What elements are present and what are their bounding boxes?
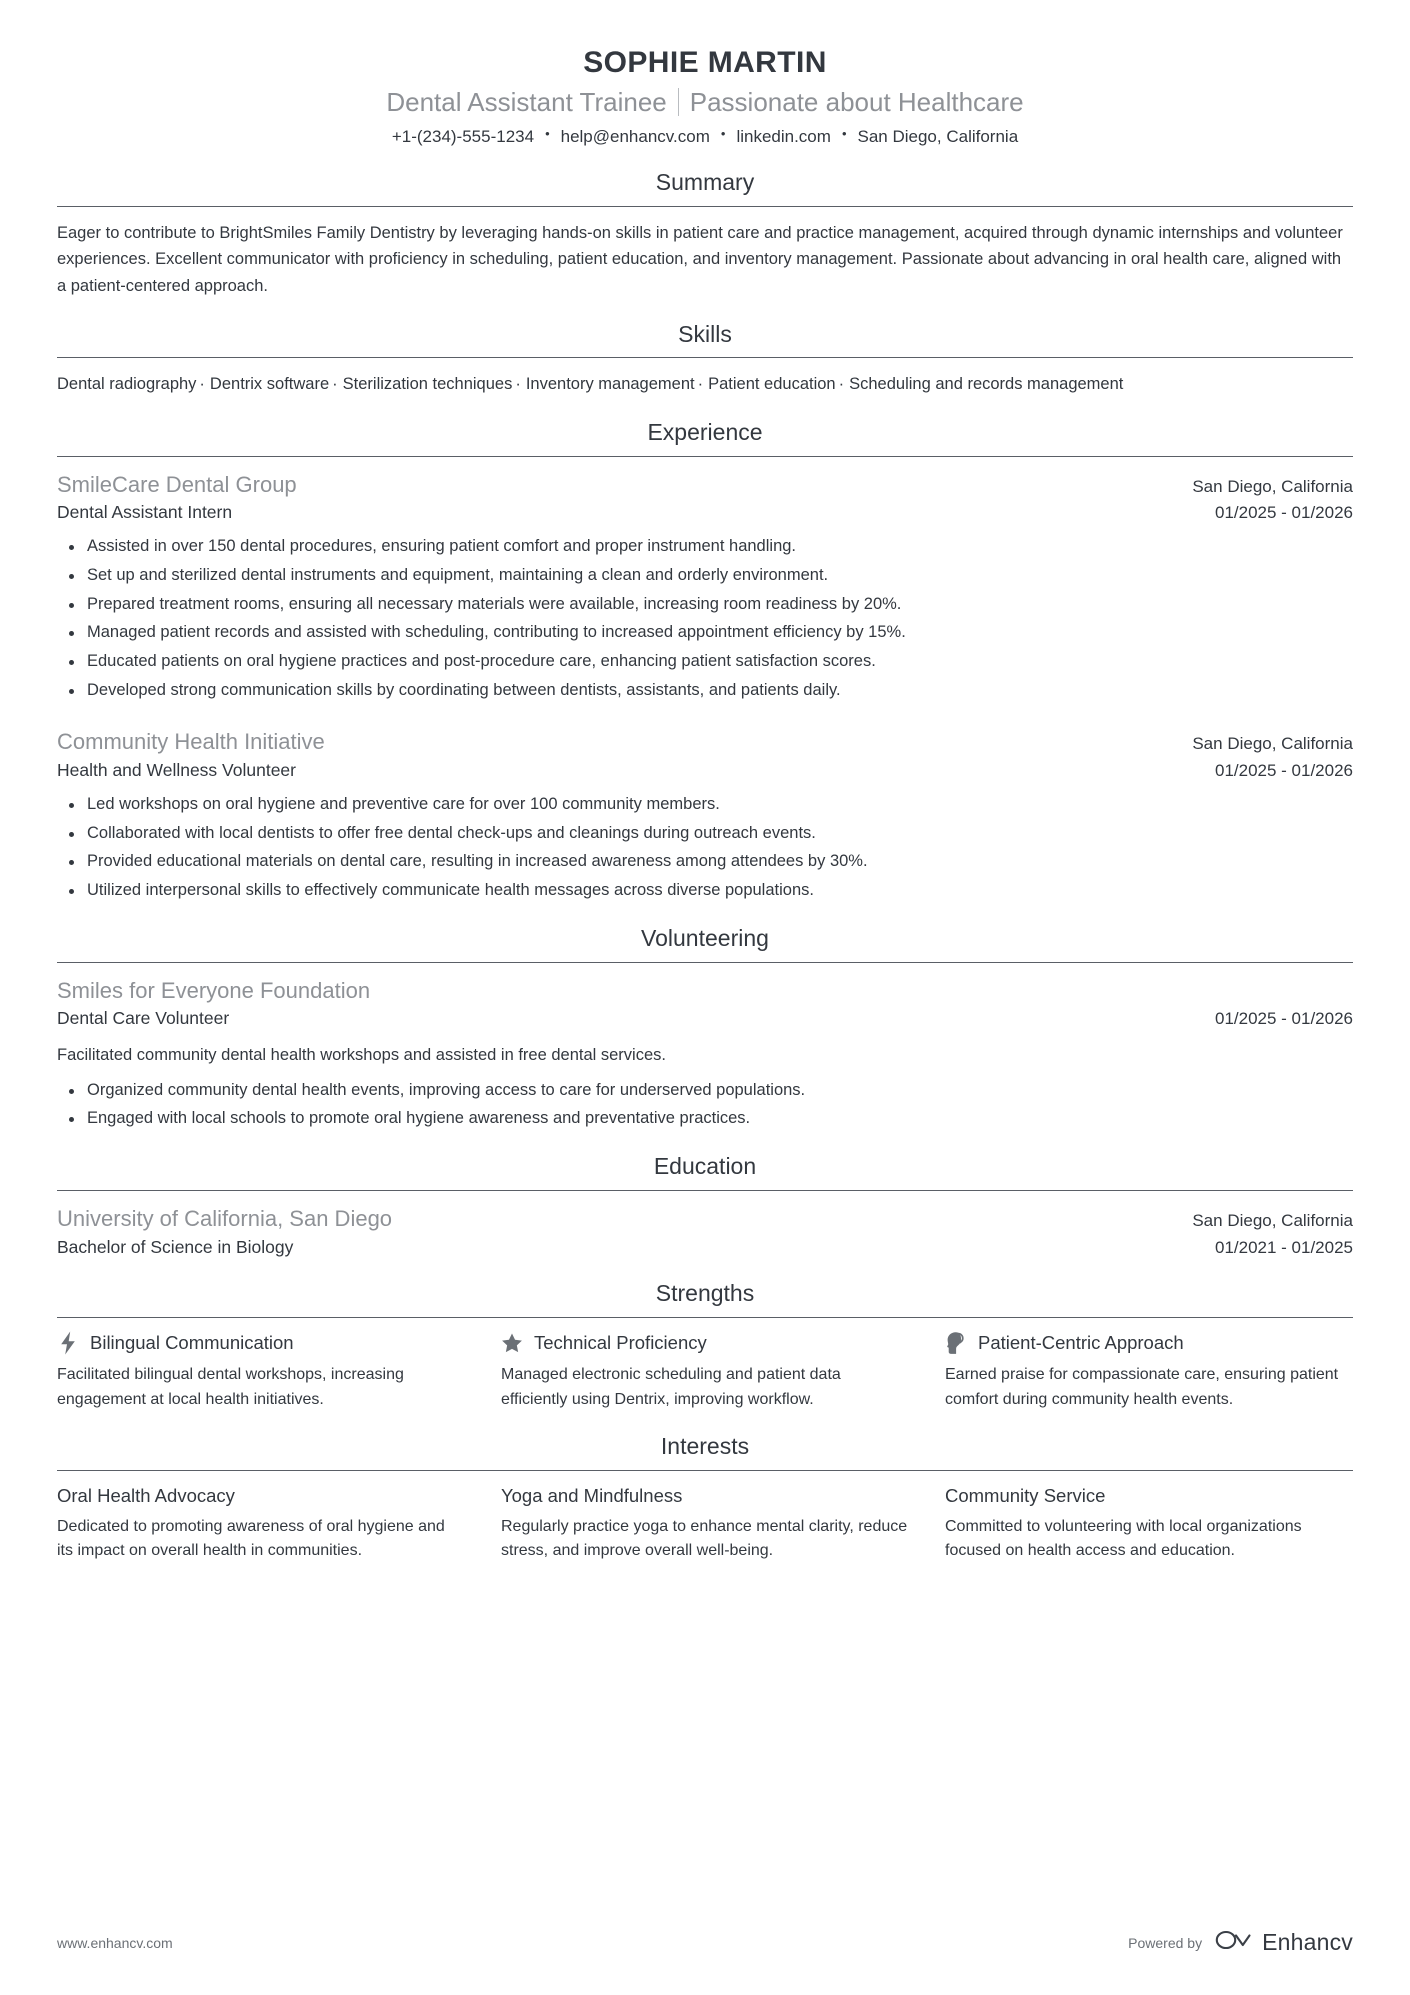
- enhancv-logo: [1215, 1928, 1353, 1957]
- strength-description: Managed electronic scheduling and patient data efficiently using Dentrix, improving workflow.: [501, 1366, 841, 1408]
- title-divider: [678, 88, 679, 116]
- interest-name: Community Service: [945, 1484, 1106, 1506]
- interest-name: Oral Health Advocacy: [57, 1484, 235, 1506]
- section-education: [57, 1152, 1353, 1259]
- skill-separator-icon: ·: [515, 375, 521, 394]
- page-footer: [57, 1928, 1353, 1957]
- entry-bullet: Educated patients on oral hygiene practices and post-procedure care, enhancing patient satisfaction scores.: [87, 649, 1353, 675]
- entry-subheader-row: [57, 1235, 1353, 1260]
- contact-row: [57, 126, 1353, 148]
- strength-item: [57, 1331, 465, 1412]
- entry-date-range: 01/2025 - 01/2026: [1214, 761, 1353, 781]
- section-experience: [57, 418, 1353, 904]
- skill-separator-icon: ·: [199, 375, 205, 394]
- skill-item: Scheduling and records management: [849, 375, 1124, 394]
- entry-bullet: Organized community dental health events, improving access to care for underserved populations.: [87, 1078, 1353, 1104]
- entry-location: San Diego, California: [1192, 734, 1353, 754]
- powered-by-label: Powered by: [1128, 1934, 1203, 1951]
- entry-date-range: 01/2021 - 01/2025: [1214, 1237, 1353, 1257]
- header-tagline: Passionate about Healthcare: [689, 86, 1024, 117]
- section-volunteering: [57, 924, 1353, 1132]
- entry-description: Facilitated community dental health workshops and assisted in free dental services.: [57, 1046, 666, 1065]
- entry-bullet-list: [57, 1078, 1353, 1132]
- interest-item: [501, 1484, 909, 1564]
- summary-text: Eager to contribute to BrightSmiles Family Dentistry by leveraging hands-on skills in patient care and practice management, acquired through dynamic internships and volunteer experiences. Excellent communicator with proficiency in scheduling, patient education, and inventory management. Passionate about advancing in oral health care, aligned with a patient-centered approach.: [57, 223, 1343, 295]
- contact-location: San Diego, California: [857, 126, 1019, 146]
- star-icon: [501, 1331, 523, 1355]
- skill-item: Patient education: [708, 375, 836, 394]
- experience-entry: [57, 1204, 1353, 1259]
- page-title: SOPHIE MARTIN: [583, 46, 827, 79]
- section-interests: [57, 1432, 1353, 1563]
- entry-role: Dental Care Volunteer: [57, 1008, 230, 1029]
- entry-subheader-row: [57, 500, 1353, 525]
- entry-bullet: Utilized interpersonal skills to effectively communicate health messages across diverse populations.: [87, 878, 1353, 904]
- interest-name: Yoga and Mindfulness: [501, 1484, 683, 1506]
- strengths-grid: [57, 1331, 1353, 1412]
- skill-separator-icon: ·: [697, 375, 704, 394]
- entry-header-row: [57, 976, 1353, 1006]
- skill-separator-icon: ·: [838, 375, 845, 394]
- strength-name: Bilingual Communication: [90, 1332, 294, 1354]
- entry-location: San Diego, California: [1192, 1210, 1353, 1230]
- interests-grid: [57, 1484, 1353, 1564]
- section-heading-education: Education: [653, 1153, 757, 1180]
- section-heading-summary: Summary: [655, 168, 755, 195]
- strength-item: [945, 1331, 1353, 1412]
- header-job-title: Dental Assistant Trainee: [386, 86, 667, 117]
- entry-subheader-row: [57, 758, 1353, 783]
- experience-entry: [57, 470, 1353, 704]
- strength-name: Technical Proficiency: [534, 1332, 707, 1354]
- entry-role: Bachelor of Science in Biology: [57, 1236, 294, 1257]
- entry-subheader-row: [57, 1006, 1353, 1031]
- contact-phone: +1-(234)-555-1234: [391, 126, 535, 146]
- entry-bullet: Collaborated with local dentists to offer free dental check-ups and cleanings during outreach events.: [87, 821, 1353, 847]
- entry-organization: SmileCare Dental Group: [57, 471, 297, 497]
- lightning-bolt-icon: [57, 1331, 79, 1355]
- entry-bullet: Set up and sterilized dental instruments and equipment, maintaining a clean and orderly environment.: [87, 563, 1353, 589]
- skill-item: Dentrix software: [209, 375, 330, 394]
- skill-item: Sterilization techniques: [342, 375, 513, 394]
- section-skills: [57, 320, 1353, 398]
- entry-bullet: Engaged with local schools to promote oral hygiene awareness and preventative practices.: [87, 1106, 1353, 1132]
- entry-bullet-list: [57, 792, 1353, 904]
- section-heading-skills: Skills: [678, 320, 732, 347]
- section-heading-strengths: Strengths: [655, 1280, 755, 1307]
- strength-item: [501, 1331, 909, 1412]
- resume-header: [57, 46, 1353, 148]
- section-strengths: [57, 1279, 1353, 1411]
- entry-bullet: Prepared treatment rooms, ensuring all necessary materials were available, increasing room readiness by 20%.: [87, 592, 1353, 618]
- strength-description: Earned praise for compassionate care, ensuring patient comfort during community health events.: [945, 1366, 1339, 1408]
- enhancv-wordmark: Enhancv: [1262, 1929, 1353, 1955]
- skills-list: [57, 371, 1147, 397]
- interest-description: Committed to volunteering with local organizations focused on health access and education.: [945, 1517, 1302, 1559]
- entry-bullet: Led workshops on oral hygiene and preventive care for over 100 community members.: [87, 792, 1353, 818]
- entry-header-row: [57, 727, 1353, 757]
- interest-description: Regularly practice yoga to enhance mental clarity, reduce stress, and improve overall well-being.: [501, 1517, 908, 1559]
- contact-email[interactable]: help@enhancv.com: [560, 126, 710, 146]
- entry-header-row: [57, 470, 1353, 500]
- entry-date-range: 01/2025 - 01/2026: [1214, 503, 1353, 523]
- contact-linkedin[interactable]: linkedin.com: [736, 126, 831, 146]
- experience-entry: [57, 976, 1353, 1133]
- entry-organization: University of California, San Diego: [57, 1205, 393, 1231]
- entry-location: San Diego, California: [1192, 476, 1353, 496]
- entry-header-row: [57, 1204, 1353, 1234]
- entry-bullet: Assisted in over 150 dental procedures, ensuring patient comfort and proper instrument handling.: [87, 534, 1353, 560]
- contact-separator-icon: •: [545, 126, 550, 142]
- strength-name: Patient-Centric Approach: [978, 1332, 1184, 1354]
- head-idea-icon: [945, 1331, 967, 1355]
- strength-description: Facilitated bilingual dental workshops, increasing engagement at local health initiatives.: [57, 1366, 404, 1408]
- strength-header: [945, 1331, 1353, 1355]
- skill-item: Inventory management: [525, 375, 695, 394]
- experience-entry: [57, 727, 1353, 903]
- header-subtitle: [57, 87, 1353, 118]
- entry-organization: Community Health Initiative: [57, 729, 325, 755]
- section-heading-volunteering: Volunteering: [641, 924, 769, 951]
- contact-separator-icon: •: [841, 126, 847, 142]
- entry-organization: Smiles for Everyone Foundation: [57, 977, 371, 1003]
- entry-bullet-list: [57, 534, 1353, 703]
- entry-spacer: [57, 713, 1353, 727]
- strength-header: [57, 1331, 465, 1355]
- interest-description: Dedicated to promoting awareness of oral hygiene and its impact on overall health in communities.: [57, 1517, 445, 1559]
- entry-date-range: 01/2025 - 01/2026: [1214, 1009, 1353, 1029]
- section-summary: [57, 168, 1353, 300]
- interest-item: [945, 1484, 1353, 1564]
- entry-bullet: Provided educational materials on dental care, resulting in increased awareness among attendees by 30%.: [87, 849, 1353, 875]
- entry-bullet: Developed strong communication skills by coordinating between dentists, assistants, and patients daily.: [87, 678, 1353, 704]
- section-heading-experience: Experience: [647, 418, 763, 445]
- skill-separator-icon: ·: [332, 375, 338, 394]
- skill-item: Dental radiography: [57, 375, 197, 394]
- footer-website-link[interactable]: www.enhancv.com: [57, 1934, 173, 1951]
- entry-role: Health and Wellness Volunteer: [57, 760, 296, 781]
- entry-bullet: Managed patient records and assisted with scheduling, contributing to increased appointment efficiency by 15%.: [87, 620, 1353, 646]
- interest-item: [57, 1484, 465, 1564]
- section-heading-interests: Interests: [660, 1432, 750, 1459]
- strength-header: [501, 1331, 909, 1355]
- contact-separator-icon: •: [720, 126, 726, 142]
- enhancv-mark-icon: [1215, 1928, 1253, 1957]
- entry-role: Dental Assistant Intern: [57, 502, 233, 523]
